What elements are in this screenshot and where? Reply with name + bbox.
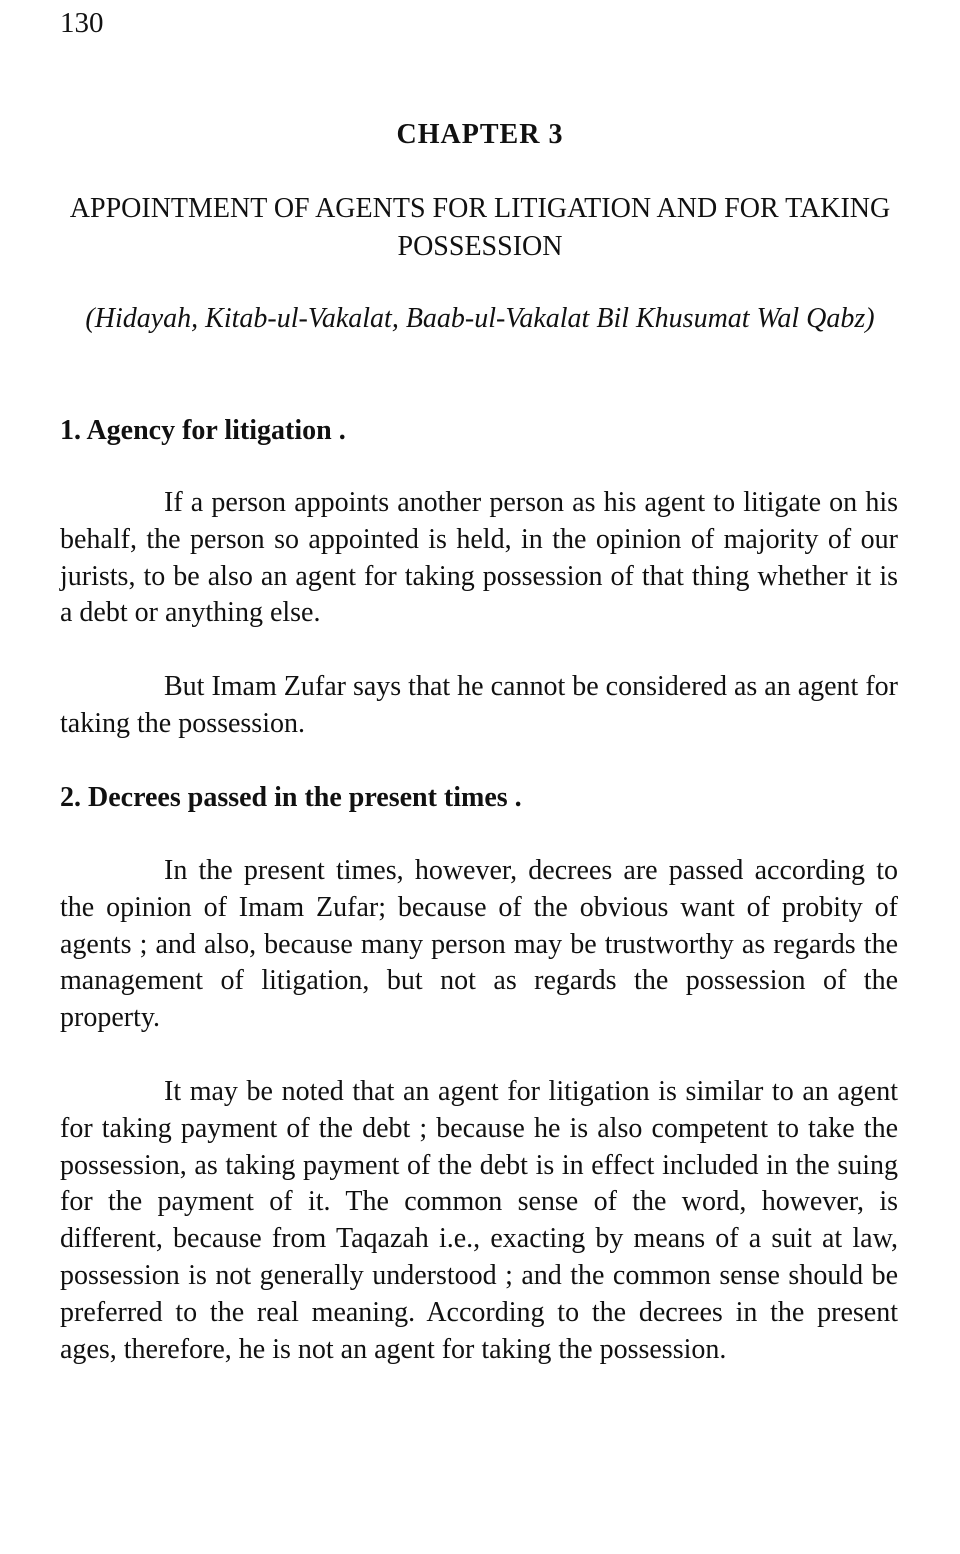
page-number: 130 — [60, 7, 104, 39]
paragraph: If a person appoints another person as his agent to litigate on his behalf, the person so appointed is held, in the opinion of majority of our jurists, to be also an agent for taking possession of that thing whether it is a debt or anything else. — [60, 487, 898, 629]
section-heading-decrees-present-times: 2. Decrees passed in the present times . — [60, 782, 522, 813]
paragraph: But Imam Zufar says that he cannot be considered as an agent for taking the possession. — [60, 671, 898, 739]
paragraph: In the present times, however, decrees are passed according to the opinion of Imam Zufar; because of the obvious want of probity of agents ; and also, because many person may be trustworthy as regards the management of litigation, but not as regards the possession of the property. — [60, 855, 898, 1034]
source-citation: (Hidayah, Kitab-ul-Vakalat, Baab-ul-Vakalat Bil Khusumat Wal Qabz) — [85, 303, 875, 334]
section-heading-agency-for-litigation: 1. Agency for litigation . — [60, 415, 346, 446]
paragraph: It may be noted that an agent for litigation is similar to an agent for taking payment of the debt ; because he is also competent to take the possession, as taking payment of the debt is in effect included in the suing for the payment of it. The common sense of the word, however, is different, because from Taqazah i.e., exacting by means of a suit at law, possession is not generally understood ; and the common sense should be preferred to the real meaning. According to the decrees in the present ages, therefore, he is not an agent for taking the possession. — [60, 1076, 898, 1365]
chapter-title: CHAPTER 3 — [396, 119, 564, 150]
chapter-subtitle: APPOINTMENT OF AGENTS FOR LITIGATION AND FOR TAKING POSSESSION — [69, 193, 891, 262]
